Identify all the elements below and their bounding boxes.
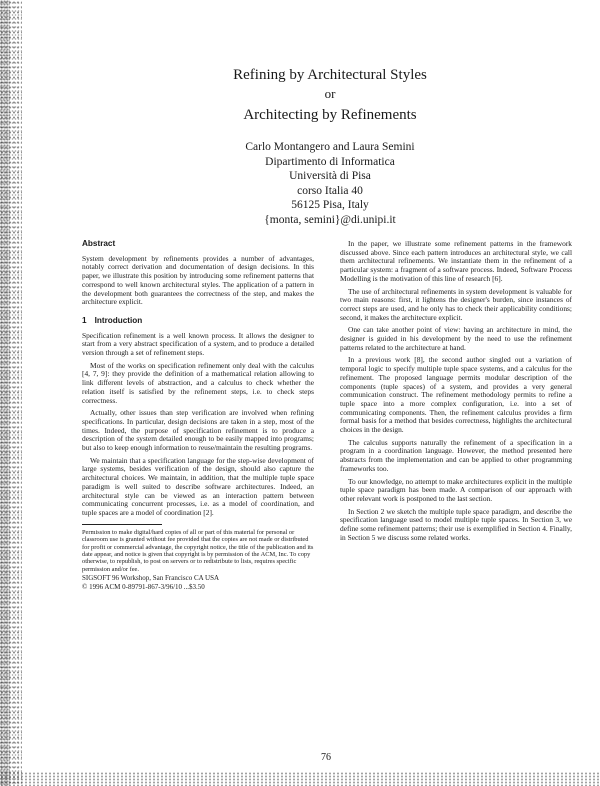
copyright-line: © 1996 ACM 0-89791-867-3/96/10 ...$3.50 [82,583,205,592]
author-university: Università di Pisa [289,170,371,182]
body-paragraph: In a previous work [8], the second author singled out a variation of temporal logic to specify multiple tuple space systems, and a calculus for the refinement. The proposed language permits modular description of the components (tuple spaces) of a system, and provides a very general communication construct. The refinement methodology permits to refine a tuple space into a more complex configuration, i.e. into a set of communicating components. Then, the refinement calculus provides a firm formal basis for a method that besides correctness, highlights the architectural choices in the design. [340,355,572,435]
author-street: corso Italia 40 [297,184,363,197]
intro-heading-text: Introduction [94,315,143,325]
abstract-text: System development by refinements provides a number of advantages, notably correct derivation and documentation of design decisions. In this paper, we illustrate this position by introducing some refinement patterns that correspond to well known architectural styles. The application of a pattern in the development both guarantees the correctness of the step, and makes the architecture explicit. [82,253,314,307]
author-city: 56125 Pisa, Italy [291,199,369,211]
body-paragraph: In the paper, we illustrate some refinement patterns in the framework discussed above. Since each pattern introduces an architectural style, we call them architectural refinements. We instantiate them in the refinement of a particular system: a fragment of a software process. Indeed, Software Process Modelling is the motivation of this line of research [6]. [340,239,572,283]
author-names: Carlo Montangero and Laura Semini [245,141,415,153]
intro-paragraph: Most of the works on specification refinement only deal with the calculus [4, 7, 9]: they provide the definition of a mathematical relation allowing to link different levels of abstraction, and a calculus to check whether the relation itself is satisfied by the refinement steps, i.e. to check steps correctness. [82,360,314,405]
title-block [180,66,480,124]
right-column [340,240,572,547]
scan-edge-left-dark [0,0,10,786]
page-number: 76 [321,752,331,763]
conference-line: SIGSOFT 96 Workshop, San Francisco CA USA [82,574,220,583]
intro-paragraph: We maintain that a specification language for the step-wise development of large systems, besides verification of the design, should also capture the architectural choices. We maintain, in addition, that the multiple tuple space paradigm is well suited to describe software architectures. Indeed, an architectural style can be viewed as an interaction pattern between communicating concurrent processes, i.e. as a model of coordination, and tuple spaces are a model of coordination [2]. [82,455,314,517]
permission-text: Permission to make digital/hard copies of all or part of this material for personal or classroom use is granted without fee provided that the copies are not made or distributed for profit or commercial advantage, the copyright notice, the title of the publication and its date appear, and notice is given that copyright is by permission of the ACM, Inc. To copy otherwise, to republish, to post on servers or to redistribute to lists, requires specific permission and/or fee. [82,528,314,573]
body-paragraph: The use of architectural refinements in system development is valuable for two main reasons: first, it lightens the designer's burden, since instances of correct steps are used, and he only has to check their applicability conditions; second, it makes the architecture explicit. [340,286,572,322]
intro-heading [82,317,314,326]
intro-paragraph: Actually, other issues than step verification are involved when refining specifications. In particular, design decisions are taken in a step, most of the times. Indeed, the purpose of specification refinement is to produce a description of the system detailed enough to be easily mapped into programs; but also to keep enough information to reuse/maintain the resulting programs. [82,408,314,453]
scan-edge-bottom [0,772,600,786]
abstract-heading: Abstract [82,239,116,248]
author-emails: {monta, semini}@di.unipi.it [264,213,396,226]
author-block [180,140,480,227]
paper-title-line1: Refining by Architectural Styles [233,67,427,83]
permission-footnote [82,529,314,592]
intro-paragraph: Specification refinement is a well known process. It allows the designer to start from a very abstract specification of a system, and to produce a detailed version through a set of refinement steps. [82,330,314,358]
author-department: Dipartimento di Informatica [265,155,395,168]
body-paragraph: One can take another point of view: having an architecture in mind, the designer is guided in his development by the need to use the refinement patterns related to the architecture at hand. [340,325,572,352]
left-column [82,240,314,592]
body-paragraph: The calculus supports naturally the refinement of a specification in a program in a coordination language. However, the method presented here abstracts from the implementation and can be applied to other programming frameworks too. [340,437,572,473]
body-paragraph: To our knowledge, no attempt to make architectures explicit in the multiple tuple space paradigm has been made. A comparison of our approach with other relevant work is postponed to the last section. [340,476,572,503]
intro-heading-number: 1 [82,315,87,325]
paper-title-line2: Architecting by Refinements [243,107,417,123]
footnote-rule [82,524,162,525]
body-paragraph: In Section 2 we sketch the multiple tuple space paradigm, and describe the specification language used to model multiple tuple spaces. In Section 3, we define some refinement patterns; their use is exemplified in Section 4. Finally, in Section 5 we discuss some related works. [340,506,572,542]
paper-title-or: or [324,86,336,101]
